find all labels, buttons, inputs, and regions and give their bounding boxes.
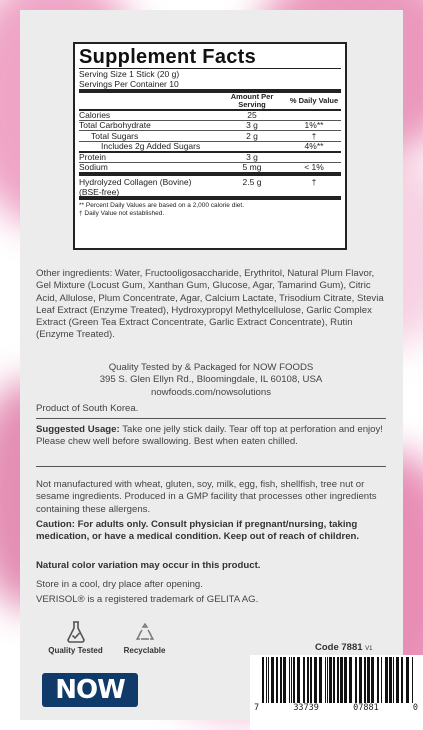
flask-check-icon (64, 620, 88, 644)
product-origin: Product of South Korea. (36, 403, 139, 414)
barcode (250, 655, 423, 730)
product-code: Code 7881 V1 (315, 642, 373, 653)
recycle-icon (133, 620, 157, 644)
facts-title: Supplement Facts (79, 46, 257, 68)
storage-instructions: Store in a cool, dry place after opening. (36, 579, 203, 590)
suggested-usage: Suggested Usage: Take one jelly stick daily. Tear off top at perforation and enjoy! Please chew well before swallowing. Best when eaten chilled. (36, 424, 383, 448)
facts-row-calories: Calories 25 (79, 109, 341, 120)
caution-statement: Caution: For adults only. Consult physician if pregnant/nursing, taking medication, or have a medical condition. Keep out of reach of children. (36, 519, 360, 543)
facts-row-sodium: Sodium 5 mg < 1% (79, 162, 341, 173)
facts-row-added-sugars: Includes 2g Added Sugars 4%** (79, 141, 341, 152)
barcode-icon (250, 657, 423, 705)
divider (36, 466, 386, 467)
packager-info: Quality Tested by & Packaged for NOW FOODS 395 S. Glen Ellyn Rd., Bloomingdale, IL 60108, USA nowfoods.com/nowsolutions (99, 362, 323, 398)
servings-per-container: Servings Per Container 10 (79, 78, 179, 89)
now-logo: NOW (42, 673, 138, 707)
facts-row-sugars: Total Sugars 2 g † (79, 130, 341, 141)
facts-note-dv: ** Percent Daily Values are based on a 2,000 calorie diet. (79, 196, 341, 210)
serving-size: Serving Size 1 Stick (20 g) (79, 68, 341, 79)
other-ingredients: Other ingredients: Water, Fructooligosaccharide, Erythritol, Natural Plum Flavor, Gel Mixture (Locust Gum, Xanthan Gum, Glucose, Agar, Tamarind Gum), Citric Acid, Allulose, Plum Concentrate, Agar, Calcium Lactate, Trisodium Citrate, Stevia Leaf Extract (Enzyme Treated), Hydroxypropyl Methylcellulose, Garlic Complex Extract (Green Tea Extract Concentrate, Garlic Extract Concentrate), Rutin (Enzyme Treated). (36, 268, 384, 341)
facts-row-collagen: Hydrolyzed Collagen (Bovine) (BSE-free) 2.5 g † (79, 172, 341, 196)
recyclable-badge: Recyclable (112, 620, 177, 655)
barcode-digits: 7 33739 07881 0 (254, 703, 418, 713)
divider (36, 418, 386, 419)
trademark-notice: VERISOL® is a registered trademark of GELITA AG. (36, 594, 259, 605)
supplement-facts-panel (73, 42, 347, 250)
allergen-statement: Not manufactured with wheat, gluten, soy, milk, egg, fish, shellfish, tree nut or sesame ingredients. Produced in a GMP facility that processes other ingredients containing these allergens. (36, 479, 377, 515)
color-variation-note: Natural color variation may occur in this product. (36, 560, 261, 571)
quality-tested-badge: Quality Tested (38, 620, 113, 655)
facts-note-established: † Daily Value not established. (79, 210, 165, 217)
facts-row-carbohydrate: Total Carbohydrate 3 g 1%** (79, 120, 341, 131)
facts-header-row: Amount Per Serving % Daily Value (79, 89, 341, 109)
facts-row-protein: Protein 3 g (79, 151, 341, 162)
